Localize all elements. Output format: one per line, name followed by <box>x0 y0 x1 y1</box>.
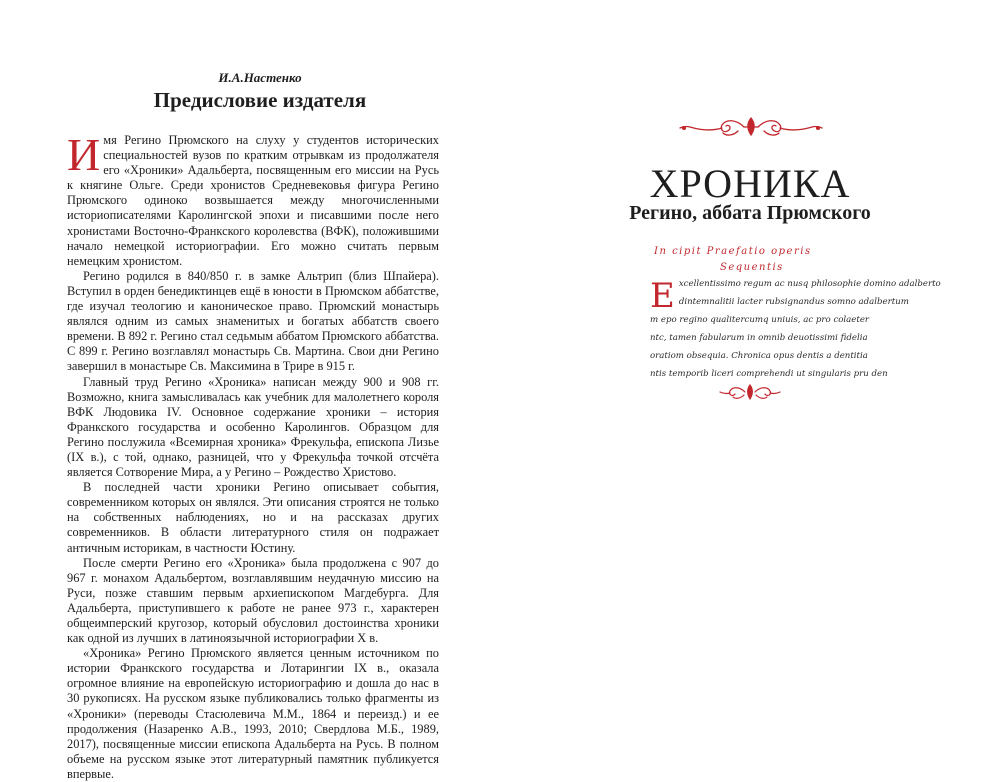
manuscript-line: dintemnalitii lacter rubsignandus somno adalbertum <box>678 297 909 307</box>
paragraph-text: мя Регино Прюмского на слуху у студентов исторических специальностей вузов по кратким отрывкам из продолжателя его «Хроники» Адальберта, посвященным его миссии на Русь к княгине Ольге. Среди хронистов Средневековья фигура Регино Прюмского одиноко возвышается между многочисленными историописателями Каролингской эпохи и писавшими после него хронистами Восточно-Франкского королевства (ВФК), положившими начало немецкой историографии. Его можно считать первым немецким хронистом. <box>67 133 439 268</box>
paragraph: Регино родился в 840/850 г. в замке Альтрип (близ Шпайера). Вступил в орден бенедиктинцев ещё в юности в Прюмском аббатстве, где изучал теологию и каноническое право. Прюмский монастырь являлся одним из самых знаменитых и богатых аббатств своего времени. В 892 г. Регино стал седьмым аббатом Прюмского аббатства. С 899 г. Регино возглавлял монастырь Св. Мартина. Свои дни Регино завершил в монастыре Св. Максимина в Трире в 915 г. <box>67 268 439 374</box>
manuscript-line: oratiom obsequia. Chronica opus dentis a dentitia <box>650 351 868 361</box>
manuscript-line: ntc, tamen fabularum in omnib deuotissimi fidelia <box>650 333 868 343</box>
paragraph: «Хроника» Регино Прюмского является ценным источником по истории Франкского государства и Лотарингии IX в., оказала огромное влияние на европейскую историографию и дошла до нас в 30 рукописях. На русском языке публиковались только фрагменты из «Хроники» (переводы Стасюлевича М.М., 1864 и переизд.) и ее продолжения (Назаренко А.В., 1993, 2010; Свердлова М.Б., 1989, 2017), посвященные миссии епископа Адальберта на Русь. В полном объеме на русском языке этот литературный памятник публикуется впервые. <box>67 646 439 781</box>
manuscript-rubric-2: Sequentis <box>720 262 784 273</box>
manuscript-line: xcellentissimo regum ac nusq philosophie domino adalberto <box>678 279 941 289</box>
manuscript-line: ntis temporib liceri comprehendi ut singularis pru den <box>650 369 888 379</box>
chronicle-subtitle: Регино, аббата Прюмского <box>629 202 871 224</box>
manuscript-rubric-1: In cipit Praefatio operis <box>654 246 812 257</box>
page-title: Предисловие издателя <box>153 88 367 112</box>
paragraph <box>67 129 439 269</box>
bottom-flourish-ornament <box>718 382 782 402</box>
preface-body <box>67 129 439 782</box>
drop-cap: И <box>67 129 101 180</box>
paragraph: В последней части хроники Регино описывает события, современником которых он являлся. Эти описания строятся не только на собственных наблюдениях, но и на рассказах других современников. В области литературного стиля он подражает античным историкам, в частности Юстину. <box>67 480 439 555</box>
author-name: И.А.Настенко <box>218 70 302 85</box>
top-flourish-ornament <box>678 115 824 139</box>
paragraph: После смерти Регино его «Хроника» была продолжена с 907 до 967 г. монахом Адальбертом, возглавлявшим неудачную миссию на Руси, позже ставшим первым архиепископом Магдебурга. Для Адальберта, приступившего к работе не ранее 973 г., характерен общеимперский кругозор, который обусловил достоинства хроники как одной из лучших в латиноязычной историографии X в. <box>67 555 439 646</box>
manuscript-initial: E <box>650 276 675 316</box>
manuscript-image <box>650 243 941 383</box>
manuscript-line: m epo regino qualitercumq uniuis, ac pro colaeter <box>650 315 870 325</box>
paragraph: Главный труд Регино «Хроника» написан между 900 и 908 гг. Возможно, книга замысливалась как учебник для малолетнего короля ВФК Людовика IV. Основное содержание хроники – история Франкского государства и особенно Каролингов. Образцом для Регино послужила «Всемирная хроника» Фрекульфа, епископа Лизье (IX в.), с той, однако, разницей, что у Фрекульфа точкой отсчёта является Сотворение Мира, а у Регино – Рождество Христово. <box>67 374 439 480</box>
chronicle-title: ХРОНИКА <box>649 161 851 206</box>
